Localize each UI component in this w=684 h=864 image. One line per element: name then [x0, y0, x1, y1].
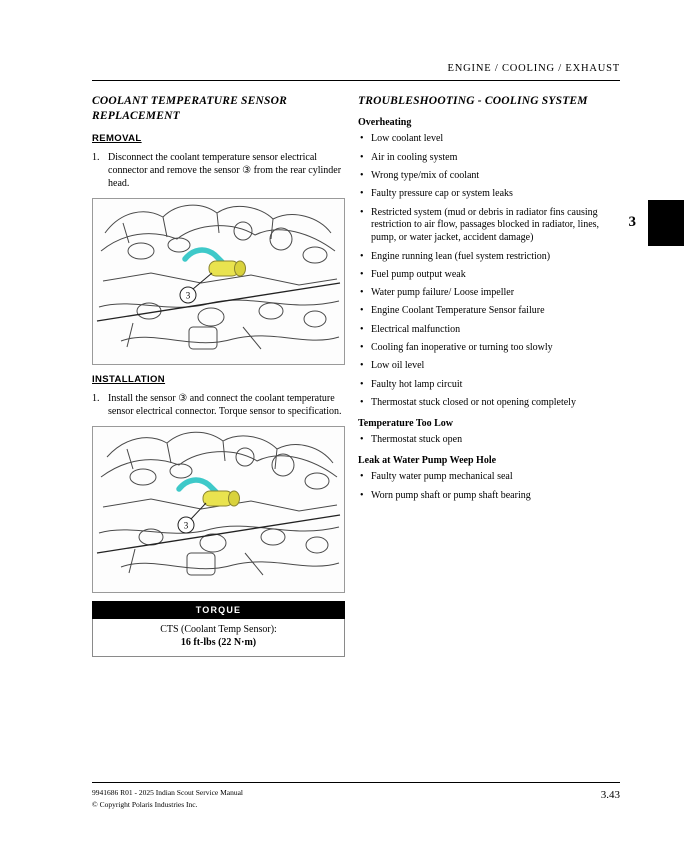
step-text: Disconnect the coolant temperature sensor electrical connector and remove the sensor ③ from the rear cylinder head.	[108, 151, 342, 189]
sensor-tip-highlight	[229, 491, 240, 506]
step-text: Install the sensor ③ and connect the coolant temperature sensor electrical connector. Torque sensor to specification.	[108, 392, 342, 417]
list-item: • Engine Coolant Temperature Sensor failure	[358, 305, 620, 318]
list-item: • Faulty hot lamp circuit	[358, 379, 620, 392]
list-item: • Worn pump shaft or pump shaft bearing	[358, 490, 620, 503]
torque-spec-value: 16 ft-lbs (22 N·m)	[180, 637, 257, 649]
engine-illustration	[93, 199, 344, 364]
overheating-list	[358, 133, 620, 409]
left-column	[92, 94, 345, 657]
footer-rule	[92, 782, 620, 783]
header-rule	[92, 80, 620, 81]
list-item: • Cooling fan inoperative or turning too slowly	[358, 342, 620, 355]
list-item: • Thermostat stuck open	[358, 434, 620, 447]
removal-figure	[92, 198, 345, 365]
list-item: • Restricted system (mud or debris in radiator fins causing restriction to air flow, passages blocked in radiator, lines, pump, or water jacket, accident damage)	[358, 207, 620, 245]
callout-number: 3	[183, 520, 189, 531]
list-item: • Water pump failure/ Loose impeller	[358, 287, 620, 300]
torque-spec-label: CTS (Coolant Temp Sensor):	[160, 623, 277, 635]
section-title-replacement: COOLANT TEMPERATURE SENSOR REPLACEMENT	[92, 95, 287, 122]
installation-figure	[92, 426, 345, 593]
step-number: 1.	[92, 392, 100, 404]
footer-manual-id: 9941686 R01 - 2025 Indian Scout Service Manual	[92, 788, 244, 797]
list-item: • Fuel pump output weak	[358, 269, 620, 282]
torque-spec-box	[92, 601, 345, 657]
engine-illustration	[93, 427, 344, 592]
right-column	[358, 94, 620, 503]
list-item: • Electrical malfunction	[358, 324, 620, 337]
list-item: • Faulty pressure cap or system leaks	[358, 188, 620, 201]
list-item: • Faulty water pump mechanical seal	[358, 471, 620, 484]
torque-box-body	[92, 619, 345, 657]
list-item: • Air in cooling system	[358, 152, 620, 165]
chapter-tab-marker	[648, 200, 684, 246]
callout-leader	[193, 273, 212, 289]
removal-heading: REMOVAL	[92, 132, 142, 144]
wiring-harness-line	[97, 515, 340, 553]
footer-manual-info	[92, 787, 243, 810]
subsection-weep-hole-leak: Leak at Water Pump Weep Hole	[358, 454, 497, 466]
subsection-temperature-too-low: Temperature Too Low	[358, 417, 454, 429]
section-title-troubleshooting: TROUBLESHOOTING - COOLING SYSTEM	[358, 95, 588, 107]
temperature-too-low-list	[358, 434, 620, 447]
step-number: 1.	[92, 151, 100, 163]
page-header: ENGINE / COOLING / EXHAUST	[447, 63, 620, 74]
engine-line-art	[99, 205, 339, 349]
list-item: • Wrong type/mix of coolant	[358, 170, 620, 183]
sensor-tip-highlight	[235, 261, 246, 276]
footer-copyright: © Copyright Polaris Industries Inc.	[92, 799, 198, 809]
callout-leader	[191, 503, 206, 519]
weep-hole-leak-list	[358, 471, 620, 502]
subsection-overheating: Overheating	[358, 116, 412, 128]
callout-number: 3	[185, 290, 191, 301]
page-number: 3.43	[600, 789, 620, 801]
list-item: • Low coolant level	[358, 133, 620, 146]
list-item: • Engine running lean (fuel system restriction)	[358, 251, 620, 264]
list-item: • Thermostat stuck closed or not opening completely	[358, 397, 620, 410]
chapter-tab-number: 3	[628, 214, 636, 230]
installation-step	[92, 392, 345, 418]
torque-box-title: TORQUE	[92, 601, 345, 619]
installation-heading: INSTALLATION	[92, 373, 166, 385]
wiring-harness-line	[97, 283, 340, 321]
removal-step	[92, 151, 345, 190]
list-item: • Low oil level	[358, 360, 620, 373]
